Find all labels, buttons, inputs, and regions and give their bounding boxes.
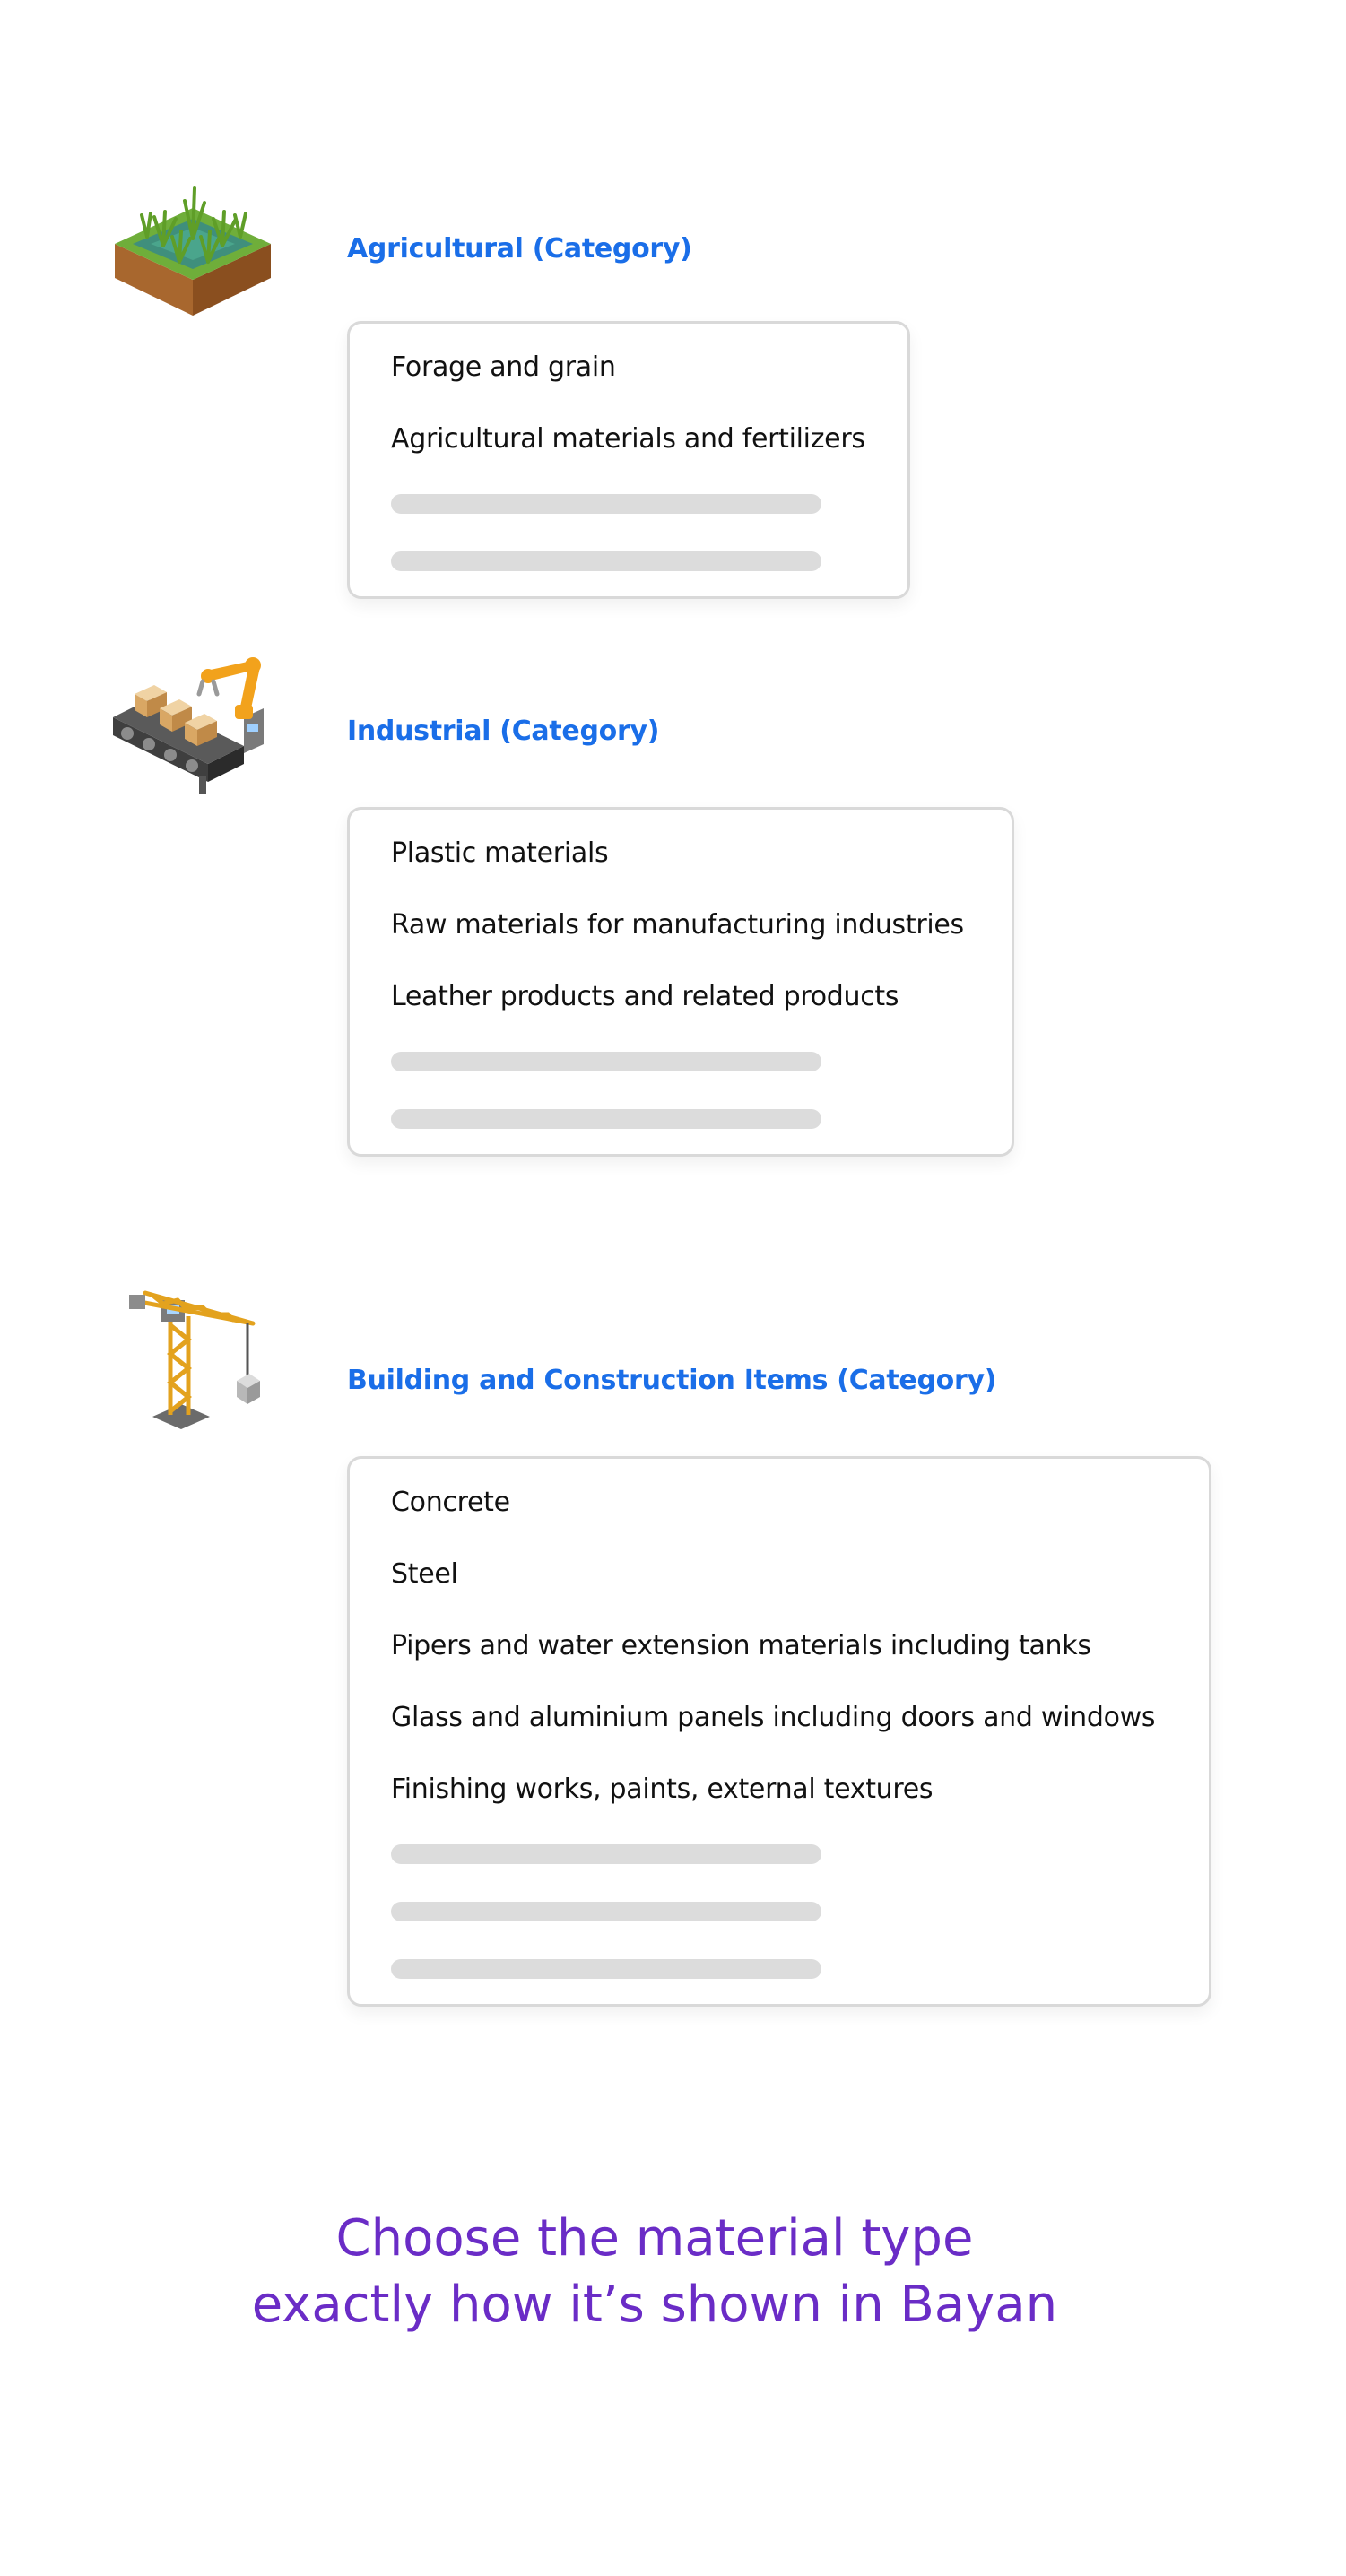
- category-card-building-construction: [347, 1456, 1211, 2007]
- grass-field-icon: [109, 172, 276, 325]
- placeholder-bar: [391, 551, 821, 571]
- placeholder-bar: [391, 1959, 821, 1979]
- category-title-industrial: Industrial (Category): [347, 716, 660, 747]
- footer-line-2: exactly how it’s shown in Bayan: [251, 2276, 1058, 2334]
- list-item[interactable]: Finishing works, paints, external textures: [391, 1774, 934, 1805]
- construction-crane-icon: [127, 1280, 262, 1433]
- placeholder-bar: [391, 1902, 821, 1921]
- category-title-building-construction: Building and Construction Items (Category): [347, 1365, 997, 1396]
- footer-line-1: Choose the material type: [335, 2209, 974, 2268]
- list-item[interactable]: Agricultural materials and fertilizers: [391, 423, 865, 455]
- list-item[interactable]: Pipers and water extension materials including tanks: [391, 1630, 1091, 1661]
- list-item[interactable]: Glass and aluminium panels including doors and windows: [391, 1702, 1156, 1733]
- list-item[interactable]: Forage and grain: [391, 351, 616, 383]
- list-item[interactable]: Steel: [391, 1558, 458, 1590]
- placeholder-bar: [391, 1844, 821, 1864]
- placeholder-bar: [391, 1052, 821, 1071]
- placeholder-bar: [391, 494, 821, 514]
- list-item[interactable]: Leather products and related products: [391, 981, 899, 1012]
- list-item[interactable]: Raw materials for manufacturing industries: [391, 909, 964, 941]
- category-card-industrial: [347, 807, 1014, 1157]
- category-title-agricultural: Agricultural (Category): [347, 233, 692, 265]
- list-item[interactable]: Concrete: [391, 1487, 510, 1518]
- footer-caption: [0, 2206, 1309, 2338]
- placeholder-bar: [391, 1109, 821, 1129]
- category-card-agricultural: [347, 321, 910, 599]
- factory-conveyor-robot-arm-icon: [109, 655, 273, 798]
- list-item[interactable]: Plastic materials: [391, 837, 609, 869]
